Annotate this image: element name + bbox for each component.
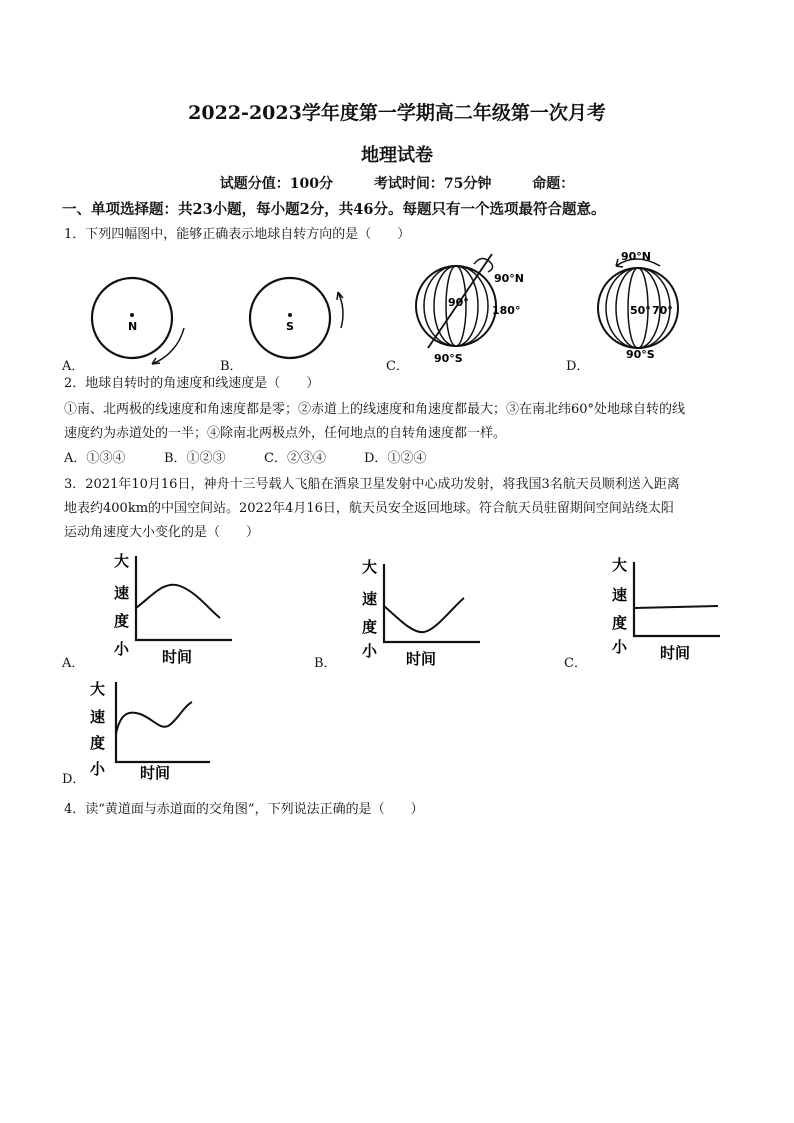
section-heading: 一、单项选择题：共23小题，每小题2分，共46分。每题只有一个选项最符合题意。 bbox=[62, 201, 606, 218]
speed-curve bbox=[136, 585, 220, 618]
q3-label-d: D． bbox=[62, 772, 86, 787]
q1-c-top: 90°N bbox=[494, 272, 525, 285]
q1-d-right: 70° bbox=[652, 304, 673, 317]
q2-options bbox=[64, 449, 484, 469]
exam-meta bbox=[0, 173, 794, 193]
q2-option-b: B．①②③ bbox=[164, 451, 226, 466]
x-axis-label: 时间 bbox=[162, 648, 193, 666]
x-axis-label: 时间 bbox=[406, 650, 437, 668]
axes bbox=[634, 562, 720, 636]
q1-label-d: D． bbox=[566, 359, 590, 374]
q1-figure-d bbox=[588, 246, 698, 368]
y-axis-label-2: 度 bbox=[90, 734, 106, 752]
q2-option-d: D．①②④ bbox=[364, 451, 427, 466]
q1-c-mid: 90° bbox=[448, 296, 469, 309]
y-axis-bottom-label: 小 bbox=[612, 638, 628, 656]
speed-curve bbox=[634, 606, 718, 608]
y-axis-label-1: 速 bbox=[362, 590, 378, 608]
q1-stem: 1．下列四幅图中，能够正确表示地球自转方向的是（ ） bbox=[64, 227, 411, 242]
q3-label-b: B． bbox=[314, 656, 337, 671]
time-text: 考试时间：75分钟 bbox=[373, 176, 492, 192]
q3-label-a: A． bbox=[62, 656, 85, 671]
speed-curve bbox=[384, 598, 464, 632]
axes bbox=[116, 682, 210, 762]
q1-b-pole: S bbox=[286, 320, 294, 333]
q1-c-right: 180° bbox=[492, 304, 521, 317]
q2-option-c: C．②③④ bbox=[264, 451, 326, 466]
q2-stem: 2．地球自转时的角速度和线速度是（ ） bbox=[64, 376, 320, 391]
score-text: 试题分值：100分 bbox=[219, 176, 333, 192]
y-axis-bottom-label: 小 bbox=[114, 640, 130, 658]
q1-label-c: C． bbox=[386, 359, 409, 374]
q3-graph-a bbox=[108, 546, 238, 672]
q3-line3: 运动角速度大小变化的是（ ） bbox=[64, 525, 260, 540]
y-axis-top-label: 大 bbox=[90, 680, 106, 698]
q3-line1: 3．2021年10月16日，神舟十三号载人飞船在酒泉卫星发射中心成功发射，将我国3名航天员顺利送入距离 bbox=[64, 477, 680, 492]
subject-title: 地理试卷 bbox=[361, 145, 433, 166]
speed-curve bbox=[116, 702, 192, 734]
q2-statement-line1: ①南、北两极的线速度和角速度都是零；②赤道上的线速度和角速度都最大；③在南北纬60°处地球自转的线 bbox=[64, 402, 686, 417]
q1-figure-b bbox=[238, 272, 348, 372]
axes bbox=[384, 564, 480, 642]
q3-graph-c bbox=[606, 548, 736, 674]
y-axis-label-1: 速 bbox=[90, 708, 106, 726]
q4-stem: 4．读“黄道面与赤道面的交角图”，下列说法正确的是（ ） bbox=[64, 802, 424, 817]
q2-statement-line2: 速度约为赤道处的一半；④除南北两极点外，任何地点的自转角速度都一样。 bbox=[64, 426, 507, 441]
q3-graph-b bbox=[356, 552, 486, 678]
y-axis-bottom-label: 小 bbox=[362, 642, 378, 660]
x-axis-label: 时间 bbox=[660, 644, 691, 662]
q3-graph-d bbox=[84, 674, 214, 786]
y-axis-top-label: 大 bbox=[362, 558, 378, 576]
y-axis-label-2: 度 bbox=[362, 618, 378, 636]
axes bbox=[136, 556, 232, 640]
author-text: 命题： bbox=[532, 176, 575, 192]
y-axis-label-1: 速 bbox=[114, 584, 130, 602]
q1-d-top: 90°N bbox=[621, 250, 652, 263]
y-axis-top-label: 大 bbox=[612, 556, 628, 574]
q1-d-left: 50° bbox=[630, 304, 651, 317]
y-axis-label-1: 速 bbox=[612, 586, 628, 604]
q1-a-pole: N bbox=[128, 320, 138, 333]
exam-title: 2022-2023学年度第一学期高二年级第一次月考 bbox=[188, 102, 606, 124]
q1-figure-a bbox=[80, 272, 190, 372]
q1-figure-c bbox=[406, 248, 536, 370]
q2-option-a: A．①③④ bbox=[64, 451, 126, 466]
y-axis-top-label: 大 bbox=[114, 552, 130, 570]
q1-d-bottom: 90°S bbox=[626, 348, 655, 361]
y-axis-label-2: 度 bbox=[612, 614, 628, 632]
q1-c-bottom: 90°S bbox=[434, 352, 463, 365]
q3-label-c: C． bbox=[564, 656, 587, 671]
y-axis-bottom-label: 小 bbox=[90, 760, 106, 778]
q3-line2: 地表约400km的中国空间站。2022年4月16日，航天员安全返回地球。符合航天员驻留期间空间站绕太阳 bbox=[64, 501, 674, 516]
x-axis-label: 时间 bbox=[140, 764, 171, 782]
q1-label-b: B． bbox=[220, 359, 243, 374]
y-axis-label-2: 度 bbox=[114, 612, 130, 630]
q1-label-a: A． bbox=[62, 359, 85, 374]
